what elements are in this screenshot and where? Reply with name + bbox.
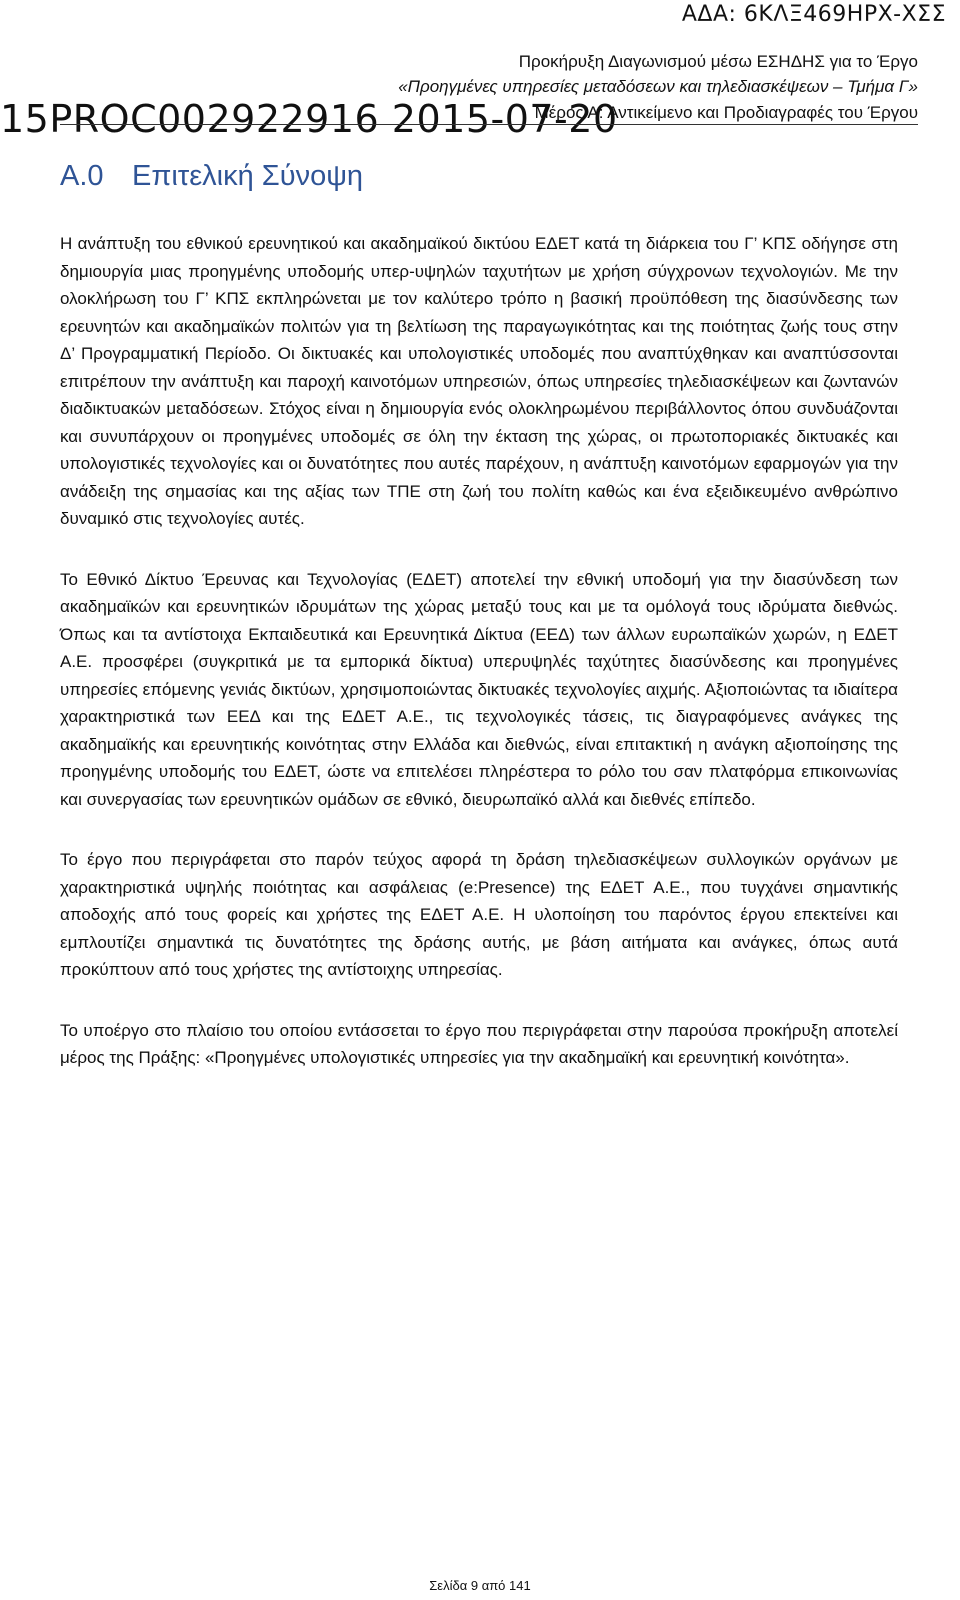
header-project-title: «Προηγμένες υπηρεσίες μεταδόσεων και τηλεδιασκέψεων – Τμήμα Γ» xyxy=(398,77,918,96)
section-heading xyxy=(60,160,363,193)
section-number: Α.0 xyxy=(60,160,104,192)
header-tender-line: Προκήρυξη Διαγωνισμού μέσω ΕΣΗΔΗΣ για το Έργο xyxy=(518,52,918,71)
registration-stamp: 15PROC002922916 2015-07-20 xyxy=(0,97,618,141)
header-part-title: Μέρος Α: Αντικείμενο και Προδιαγραφές του Έργου xyxy=(534,103,918,122)
page-number: Σελίδα 9 από 141 xyxy=(429,1578,531,1593)
paragraph-3: Το έργο που περιγράφεται στο παρόν τεύχος αφορά τη δράση τηλεδιασκέψεων συλλογικών οργάνων με χαρακτηριστικά υψηλής ποιότητας και ασφάλειας (e:Presence) της ΕΔΕΤ Α.Ε., που τυγχάνει σημαντικής αποδοχής από τους φορείς και χρήστες της ΕΔΕΤ Α.Ε. Η υλοποίηση του παρόντος έργου επεκτείνει και εμπλουτίζει σημαντικά τις δυνατότητες της δράσης αυτής, με βάση αιτήματα και ανάγκες, όπως αυτά προκύπτουν από τους χρήστες της αντίστοιχης υπηρεσίας. xyxy=(60,850,898,979)
header-divider xyxy=(60,124,918,125)
ada-code: ΑΔΑ: 6ΚΛΞ469ΗΡΧ-ΧΣΣ xyxy=(681,2,946,27)
paragraph-2: Το Εθνικό Δίκτυο Έρευνας και Τεχνολογίας (ΕΔΕΤ) αποτελεί την εθνική υποδομή για την διασύνδεση των ακαδημαϊκών και ερευνητικών ιδρυμάτων της χώρας μεταξύ τους και με τα ομόλογά τους ιδρύματα διεθνώς. Όπως και τα αντίστοιχα Εκπαιδευτικά και Ερευνητικά Δίκτυα (ΕΕΔ) των άλλων ευρωπαϊκών χωρών, η ΕΔΕΤ Α.Ε. προσφέρει (συγκριτικά με τα εμπορικά δίκτυα) υπερυψηλές ταχύτητες διασύνδεσης και προηγμένες υπηρεσίες επόμενης γενιάς δικτύων, χρησιμοποιώντας δικτυακές τεχνολογίες αιχμής. Αξιοποιώντας τα ιδιαίτερα χαρακτηριστικά των ΕΕΔ και της ΕΔΕΤ Α.Ε., τις τεχνολογικές τάσεις, τις διαγραφόμενες ανάγκες της ακαδημαϊκής και ερευνητικής κοινότητας στην Ελλάδα και διεθνώς, είναι επιτακτική η ανάγκη αξιοποίησης της προηγμένης υποδομής του ΕΔΕΤ, ώστε να επιτελέσει πληρέστερα το ρόλο του σαν πλατφόρμα επικοινωνίας και συνεργασίας των ερευνητικών ομάδων σε εθνικό, διευρωπαϊκό αλλά και διεθνές επίπεδο. xyxy=(60,569,898,809)
paragraph-1: Η ανάπτυξη του εθνικού ερευνητικού και ακαδημαϊκού δικτύου ΕΔΕΤ κατά τη διάρκεια του Γ’ ΚΠΣ οδήγησε στη δημιουργία μιας προηγμένης υποδομής υπερ-υψηλών ταχυτήτων με χρήση σύγχρονων τεχνολογιών. Με την ολοκλήρωση του Γ’ ΚΠΣ εκπληρώνεται με τον καλύτερο τρόπο η βασική προϋπόθεση της διασύνδεσης των ερευνητών και ακαδημαϊκών πολιτών για τη βελτίωση της παραγωγικότητας και της ποιότητας ζωής τους στην Δ’ Προγραμματική Περίοδο. Οι δικτυακές και υπολογιστικές υποδομές που αναπτύχθηκαν και αναπτύσσονται επιτρέπουν την ανάπτυξη και παροχή καινοτόμων υπηρεσιών, όπως υπηρεσίες τηλεδιασκέψεων και ζωντανών διαδικτυακών μεταδόσεων. Στόχος είναι η δημιουργία ενός ολοκληρωμένου περιβάλλοντος όπου συνδυάζονται και συνυπάρχουν οι προηγμένες υποδομές σε όλη την έκταση της χώρας, οι πρωτοποριακές δικτυακές και υπολογιστικές τεχνολογίες και οι δυνατότητες που αυτές παρέχουν, η ανάπτυξη καινοτόμων εφαρμογών για την ανάδειξη της σημασίας και της αξίας των ΤΠΕ στη ζωή του πολίτη καθώς και ένα εξειδικευμένο ανθρώπινο δυναμικό στις τεχνολογίες αυτές. xyxy=(60,234,898,528)
section-title: Επιτελική Σύνοψη xyxy=(132,160,364,192)
document-body xyxy=(60,230,898,1105)
paragraph-4: Το υποέργο στο πλαίσιο του οποίου εντάσσεται το έργο που περιγράφεται στην παρούσα προκήρυξη αποτελεί μέρος της Πράξης: «Προηγμένες υπολογιστικές υπηρεσίες για την ακαδημαϊκή και ερευνητική κοινότητα». xyxy=(60,1020,898,1067)
